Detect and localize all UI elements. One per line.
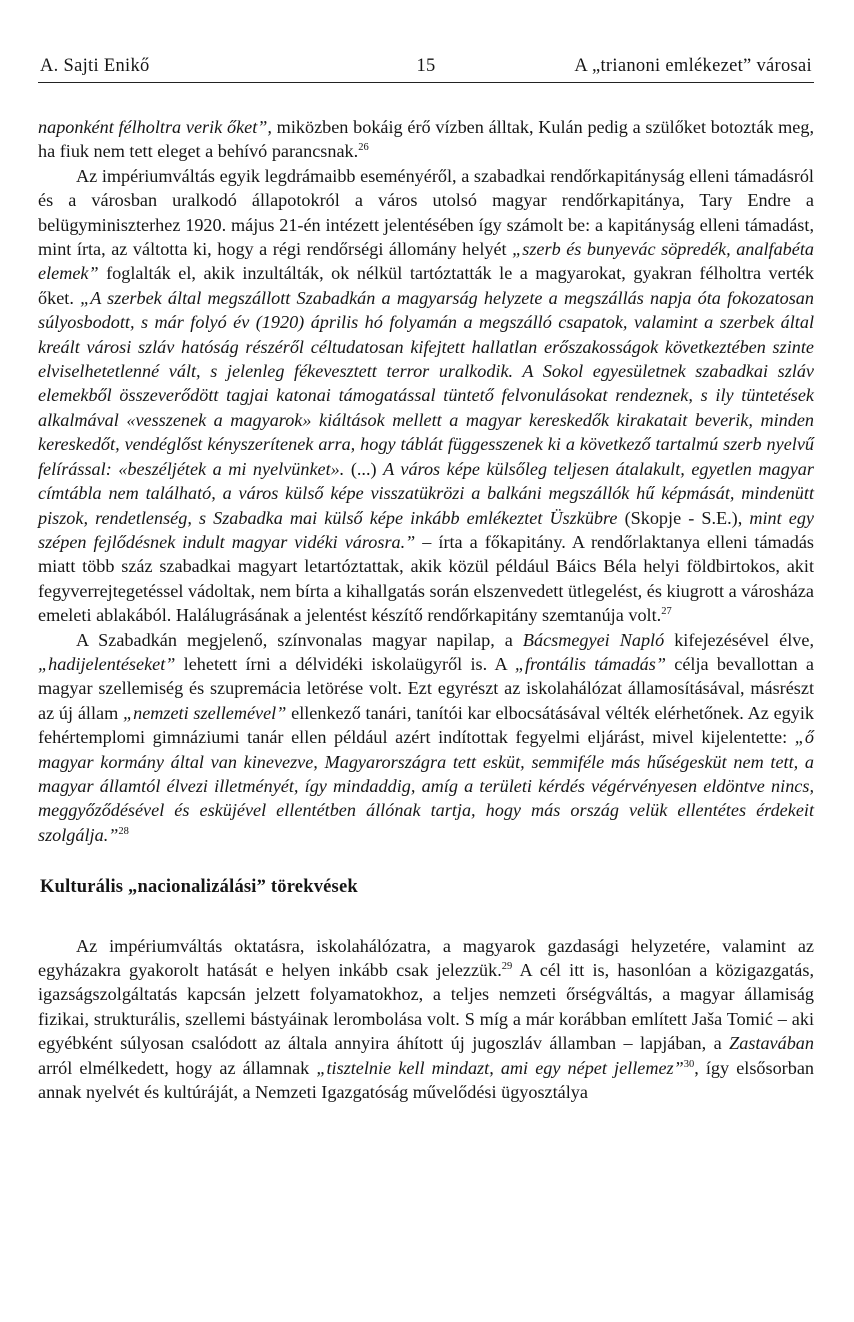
- text-run: kifejezésével élve,: [664, 629, 814, 650]
- footnote-ref: 27: [661, 606, 672, 618]
- text-run: A Szabadkán megjelenő, színvonalas magyar napilap, a: [76, 629, 523, 650]
- footnote-ref: 28: [118, 825, 129, 837]
- running-header: [38, 56, 814, 83]
- text-run: – írta a főkapitány. A rendőrlaktanya elleni támadás miatt több száz szabadkai magyart letartóztattak, akik közül például Báics Béla helyi földbirtokos, akit fegyverrejtegetéssel vádoltak, nem bírta a kihallgatás során elszenvedett ütlegelést, és kiugrott a városháza emeleti ablakából. Halálugrásának a jelentést készítő rendőrkapitány szemtanúja volt.: [38, 531, 815, 626]
- document-body: [38, 115, 814, 1104]
- italic-text: „frontális támadás”: [514, 653, 666, 674]
- text-run: (Skopje - S.E.),: [617, 507, 750, 528]
- page-number: 15: [416, 56, 436, 76]
- text-run: lehetett írni a délvidéki iskolaügyről is. A: [175, 653, 515, 674]
- paragraph: [38, 164, 814, 628]
- footnote-ref: 26: [358, 142, 369, 154]
- text-run: Az impériumváltás oktatásra, iskolahálózatra, a magyarok gazdasági helyzetére, valamint az egyházakra gyakorolt hatását e helyen inkább csak jelezzük.: [38, 935, 814, 980]
- italic-text: Zastavában: [729, 1033, 814, 1054]
- italic-text: „A szerbek által megszállott Szabadkán a magyarság helyzete a megszállás napja óta fokozatosan súlyosbodott, s már folyó év (1920) április hó folyamán a megszálló csapatok, valamint a szerbek által kreált városi szláv hatóság részéről céltudatosan kifejtett hallatlan erőszakosságok következtében szinte elviselhetetlenné vált, s jelenleg fékevesztett terror uralkodik. A Sokol egyesületnek szabadkai szláv elemekből összeverődött tagjai katonai támogatással tüntető felvonulásokat rendeznek, s ily tüntetések alkalmával «vesszenek a magyarok» kiáltások mellett a magyar kereskedők kirakatait beverik, minden kereskedőt, vendéglőst kényszerítenek arra, hogy táblát függesszenek ki a következő tartalmú szerb nyelvű felírással: «beszéljétek a mi nyelvünket».: [38, 287, 814, 479]
- italic-text: naponként félholtra verik őket”,: [38, 117, 272, 137]
- paragraph: [38, 115, 814, 164]
- document-page: [38, 56, 814, 1104]
- text-run: ellenkező tanári, tanítói kar elbocsátásával vélték elérhetőnek. Az egyik fehértemplomi gimnáziumi tanár ellen például azért indítottak fegyelmi eljárást, mivel kijelentette:: [38, 702, 814, 748]
- paragraph: [38, 628, 814, 848]
- text-run: arról elmélkedett, hogy az államnak: [38, 1057, 317, 1078]
- text-run: miközben bokáig érő vízben álltak, Kulán pedig a szülőket botozták meg, ha fiuk nem tett eleget a behívó parancsnak.: [38, 117, 814, 162]
- text-run: Az impériumváltás egyik legdrámaibb eseményéről, a szabadkai rendőrkapitányság elleni támadásról és a városban uralkodó állapotokról a város utolsó magyar rendőrkapitánya, Tary Endre a belügyminiszterhez 1920. május 21-én intézett jelentésében így számolt be: a kapitányság elleni támadást, mint írta, az váltotta ki, hogy a régi rendőrségi állomány helyét: [38, 165, 814, 260]
- text-run: , így elsősorban annak nyelvét és kultúráját, a Nemzeti Igazgatóság művelődési ügyosztálya: [38, 1057, 814, 1103]
- paragraph-group-2: [38, 934, 814, 1105]
- italic-text: „ő magyar kormány által van kinevezve, Magyarországra tett esküt, semmiféle más hűségesküt nem tett, a magyar államtól élvezi illetményét, így mindaddig, amíg a területi kérdés végérvényesen eldöntve nincs, meggyőződésével és esküjével ellentétben állónak tartja, hogy más ország velük ellentétes érdekeit szolgálja.”: [38, 727, 814, 845]
- text-run: A cél itt is, hasonlóan a közigazgatás, igazságszolgáltatás kapcsán jelzett folyamatokhoz, a teljes nemzeti őrségváltás, a magyar államiság fizikai, strukturális, szellemi bástyáinak lerombolása volt. S míg a már korábban említett Jaša Tomić – aki egyébként súlyosan csalódott az általa annyira áhított új jugoszláv államban – lapjában, a: [38, 960, 815, 1054]
- footnote-ref: 29: [501, 961, 513, 972]
- italic-text: „tisztelnie kell mindazt, ami egy népet jellemez”: [316, 1057, 684, 1078]
- text-run: foglalták el, akik inzultálták, ok nélkül tartóztatták le a magyarokat, gyakran félholtra verték őket.: [38, 263, 814, 308]
- italic-text: „hadijelentéseket”: [38, 653, 176, 674]
- header-author: A. Sajti Enikő: [40, 56, 150, 76]
- paragraph: [38, 934, 814, 1105]
- italic-text: „szerb és bunyevác söpredék, analfabéta elemek”: [38, 239, 814, 284]
- italic-text: A város képe külsőleg teljesen átalakult, egyetlen magyar címtábla nem található, a város külső képe visszatükrözi a balkáni megszállók hű képmását, mindenütt piszok, rendetlenség, s Szabadka mai külső képe inkább emlékeztet Üszkübre: [38, 458, 814, 528]
- text-run: (...): [344, 458, 384, 479]
- italic-text: „nemzeti szellemével”: [122, 702, 287, 723]
- section-heading: Kulturális „nacionalizálási” törekvések: [40, 877, 358, 898]
- header-title: A „trianoni emlékezet” városai: [574, 56, 812, 76]
- paragraph-group-1: [38, 115, 814, 847]
- footnote-ref: 30: [683, 1058, 695, 1070]
- italic-text: mint egy szépen fejlődésnek indult magyar vidéki városra.”: [38, 507, 814, 552]
- text-run: célja bevallottan a magyar szellemiség és szupremácia letörése volt. Ezt egyrészt az iskolahálózat államosításával, másrészt az új állam: [38, 653, 814, 723]
- italic-text: Bácsmegyei Napló: [522, 629, 665, 650]
